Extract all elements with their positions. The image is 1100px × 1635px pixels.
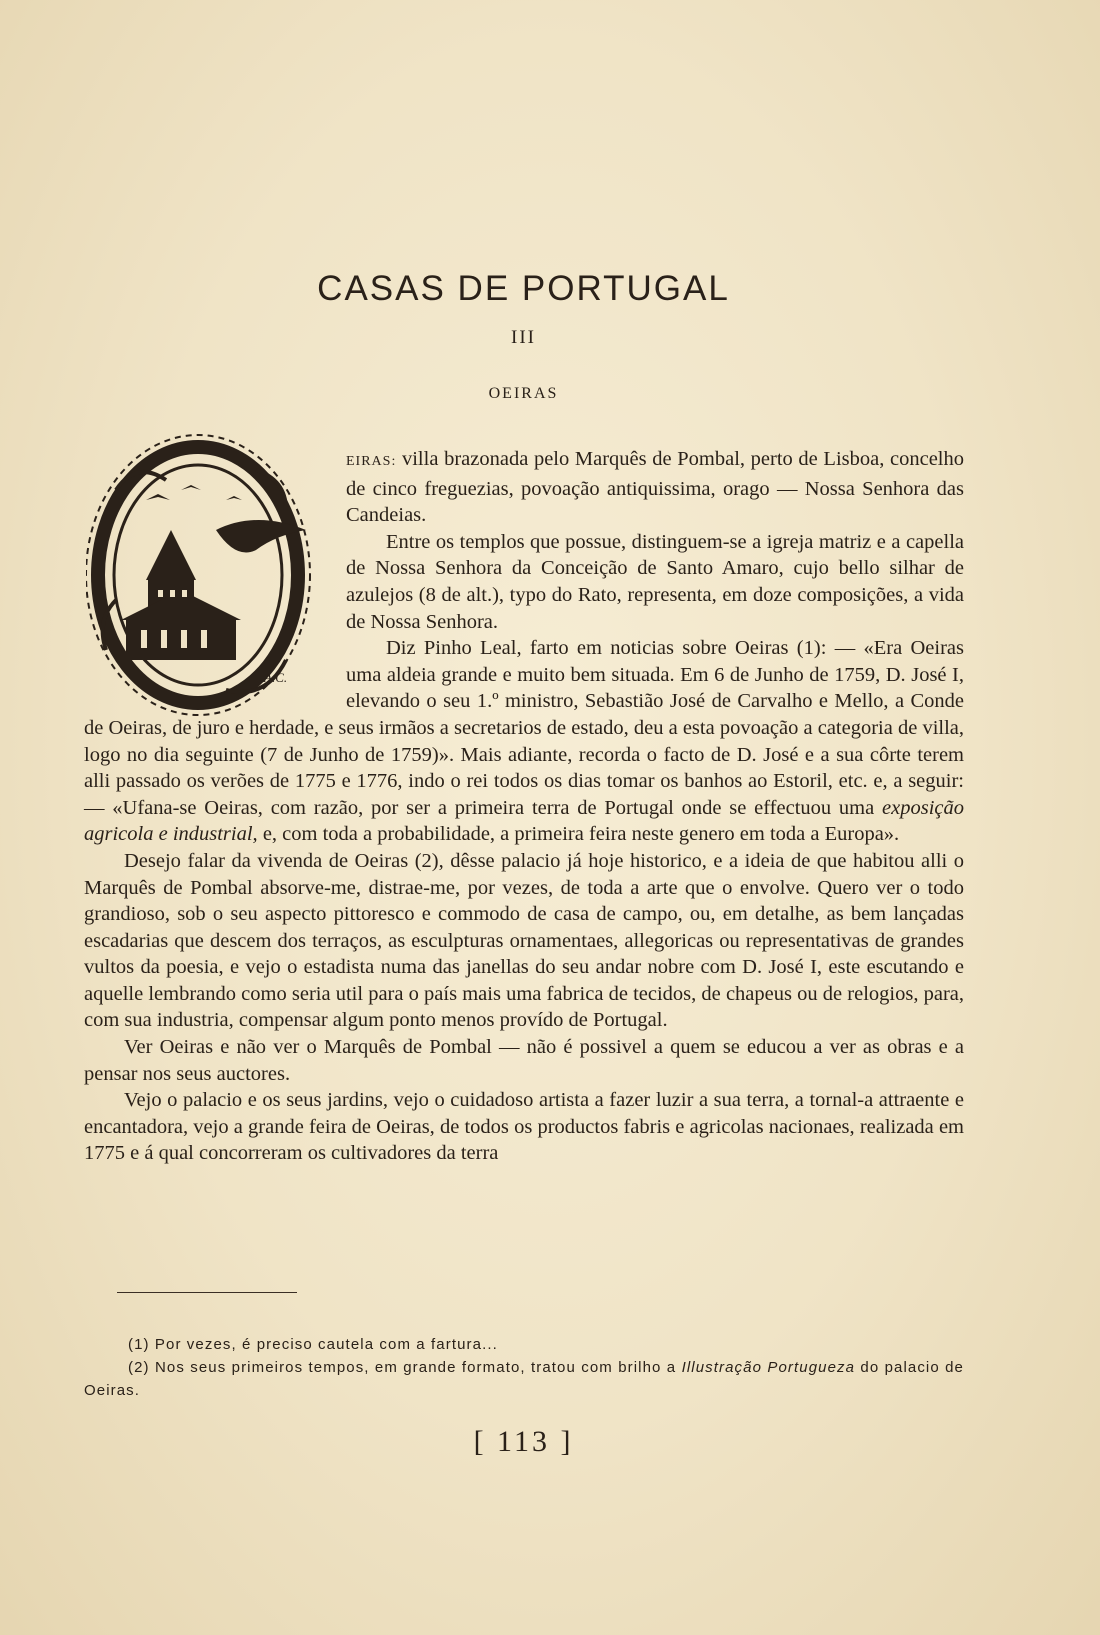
italic-phrase: exposição agricola e industrial, (84, 796, 964, 846)
italic-title: Illustração Portugueza (681, 1359, 856, 1376)
emblem-space (84, 446, 346, 714)
paragraph: EIRAS: villa brazonada pelo Marquês de Pombal, perto de Lisboa, concelho de cinco freguezias, povoação antiquissima, orago — Nossa Senhora das Candeias. (346, 448, 964, 527)
section-subtitle: OEIRAS (488, 385, 559, 402)
paragraph: Ver Oeiras e não ver o Marquês de Pombal — não é possivel a quem se educou a ver as obras e a pensar nos seus auctores. (84, 1036, 964, 1085)
article-body (84, 446, 964, 1167)
emblem-signature: A.C. (264, 670, 288, 685)
paragraph: Entre os templos que possue, distinguem-se a igreja matriz e a capella de Nossa Senhora da Conceição de Santo Amaro, cujo bello silhar de azulejos (8 de alt.), typo do Rato, representa, em doze composições, a vida de Nossa Senhora. (346, 530, 964, 633)
footnote-1: (1) Por vezes, é preciso cautela com a fartura... (128, 1336, 498, 1353)
section-number: III (511, 327, 536, 348)
paragraph: Desejo falar da vivenda de Oeiras (2), dêsse palacio já hoje historico, e a ideia de que habitou alli o Marquês de Pombal absorve-me, distrae-me, por vezes, de toda a arte que o envolve. Quero ver o todo grandioso, sob o seu aspecto pittoresco e commodo de casa de campo, ou, em detalhe, as bem lançadas escadarias que descem dos terraços, as esculpturas ornamentaes, allegoricas ou representativas de grandes vultos da poesia, e vejo o estadista numa das janellas do seu andar nobre com D. José I, este escutando e aquelle lembrando como seria util para o país mais uma fabrica de tecidos, de chapeus ou de relogios, para, com sua industria, compensar algum ponto menos provído de Portugal. (84, 849, 964, 1032)
page-number: [ 113 ] (473, 1425, 574, 1458)
footnotes (84, 1333, 964, 1402)
footnote-2: (2) Nos seus primeiros tempos, em grande formato, tratou com brilho a Illustração Portugueza do palacio de Oeiras. (84, 1359, 964, 1399)
page-title: CASAS DE PORTUGAL (317, 269, 730, 309)
footnote-divider (117, 1292, 297, 1293)
initial-word: EIRAS: (346, 454, 397, 469)
paragraph: Diz Pinho Leal, farto em noticias sobre Oeiras (1): — «Era Oeiras uma aldeia grande e muito bem situada. Em 6 de Junho de 1759, D. José I, elevando o seu 1.º ministro, Sebastião José de Carvalho e Mello, a Conde de Oeiras, de juro e herdade, e seus irmãos a secretarios de estado, deu a esta povoação a categoria de villa, logo no dia seguinte (7 de Junho de 1759)». Mais adiante, recorda o facto de D. José e a sua côrte terem alli passado os verões de 1775 e 1776, indo o rei todos os dias tomar os banhos ao Estoril, etc. e, a seguir: — «Ufana-se Oeiras, com razão, por ser a primeira terra de Portugal onde se effectuou uma exposição agricola e industrial, e, com toda a probabilidade, a primeira feira neste genero em toda a Europa». (84, 637, 964, 846)
paragraph: Vejo o palacio e os seus jardins, vejo o cuidadoso artista a fazer luzir a sua terra, a tornal-a attraente e encantadora, vejo a grande feira de Oeiras, de todos os productos fabris e agricolas nacionaes, realizada em 1775 e á qual concorreram os cultivadores da terra (84, 1089, 964, 1165)
